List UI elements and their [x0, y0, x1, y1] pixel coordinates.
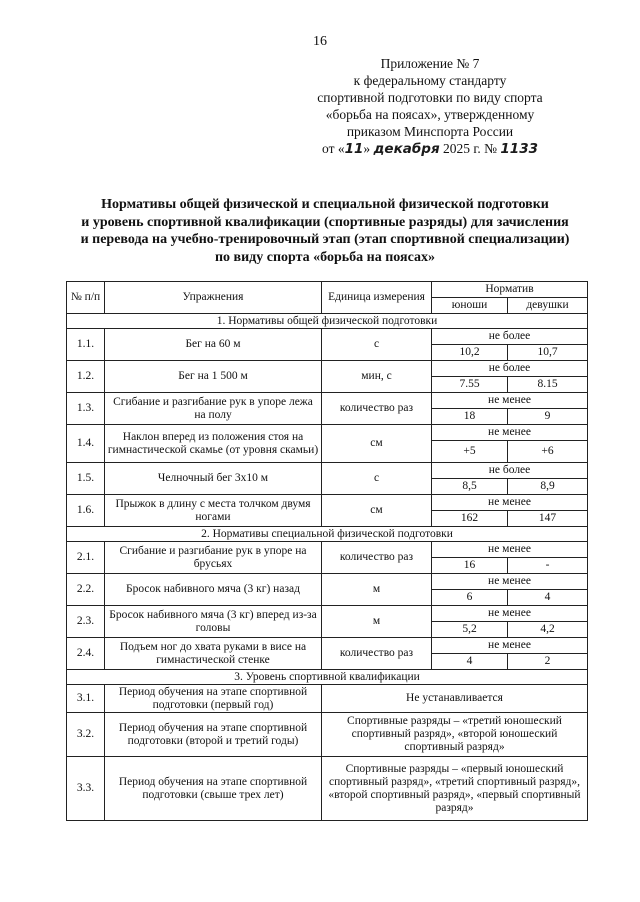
row-unit: см	[322, 425, 432, 463]
handwritten-month: декабря	[373, 141, 440, 157]
row-boys-value: 10,2	[432, 345, 508, 361]
header-norm: Норматив	[432, 282, 588, 298]
table-row	[67, 713, 588, 757]
row-exercise: Бег на 1 500 м	[105, 361, 322, 393]
table-row	[67, 393, 588, 409]
row-boys-value: 8,5	[432, 479, 508, 495]
row-exercise: Наклон вперед из положения стоя на гимнастической скамье (от уровня скамьи)	[105, 425, 322, 463]
table-row	[67, 638, 588, 654]
row-num: 2.1.	[67, 542, 105, 574]
row-unit: м	[322, 574, 432, 606]
row-num: 1.3.	[67, 393, 105, 425]
page-number: 16	[313, 34, 327, 49]
row-girls-value: -	[508, 558, 588, 574]
row-exercise: Подъем ног до хвата руками в висе на гимнастической стенке	[105, 638, 322, 670]
header-unit: Единица измерения	[322, 282, 432, 314]
row-condition: не менее	[432, 638, 588, 654]
row-girls-value: 8,9	[508, 479, 588, 495]
header-boys: юноши	[432, 298, 508, 314]
row-unit: количество раз	[322, 542, 432, 574]
row-condition: не более	[432, 361, 588, 377]
appendix-line: приказом Минспорта России	[346, 124, 514, 139]
row-girls-value: 9	[508, 409, 588, 425]
appendix-line: Приложение № 7	[380, 56, 480, 71]
row-condition: не менее	[432, 606, 588, 622]
row-unit: с	[322, 463, 432, 495]
row-boys-value: 16	[432, 558, 508, 574]
row-unit: с	[322, 329, 432, 361]
appendix-block	[280, 55, 580, 158]
row-exercise: Период обучения на этапе спортивной подготовки (второй и третий годы)	[105, 713, 322, 757]
row-girls-value: 4,2	[508, 622, 588, 638]
row-girls-value: 147	[508, 511, 588, 527]
row-exercise: Сгибание и разгибание рук в упоре лежа на полу	[105, 393, 322, 425]
row-condition: не менее	[432, 425, 588, 441]
row-unit: мин, с	[322, 361, 432, 393]
norms-table	[66, 281, 588, 821]
row-unit: количество раз	[322, 638, 432, 670]
row-num: 3.1.	[67, 685, 105, 713]
row-condition: не более	[432, 329, 588, 345]
row-boys-value: 5,2	[432, 622, 508, 638]
table-row	[67, 495, 588, 511]
header-girls: девушки	[508, 298, 588, 314]
row-unit: см	[322, 495, 432, 527]
row-num: 2.4.	[67, 638, 105, 670]
table-row	[67, 542, 588, 558]
handwritten-number: 1133	[500, 141, 538, 157]
row-unit: количество раз	[322, 393, 432, 425]
row-num: 3.3.	[67, 757, 105, 821]
row-num: 2.2.	[67, 574, 105, 606]
row-qualification: Спортивные разряды – «первый юношеский спортивный разряд», «третий спортивный разряд», «второй спортивный разряд», «первый спортивный разряд»	[322, 757, 588, 821]
row-unit: м	[322, 606, 432, 638]
row-num: 1.6.	[67, 495, 105, 527]
section-title: 2. Нормативы специальной физической подготовки	[67, 527, 588, 542]
appendix-line: «борьба на поясах», утвержденному	[325, 107, 535, 122]
row-condition: не менее	[432, 495, 588, 511]
row-num: 1.4.	[67, 425, 105, 463]
row-qualification: Не устанавливается	[322, 685, 588, 713]
row-qualification: Спортивные разряды – «третий юношеский спортивный разряд», «второй юношеский спортивный разряд»	[322, 713, 588, 757]
row-exercise: Период обучения на этапе спортивной подготовки (первый год)	[105, 685, 322, 713]
row-boys-value: 7.55	[432, 377, 508, 393]
table-row	[67, 329, 588, 345]
row-num: 1.1.	[67, 329, 105, 361]
table-row	[67, 425, 588, 441]
section-title: 1. Нормативы общей физической подготовки	[67, 314, 588, 329]
row-num: 1.5.	[67, 463, 105, 495]
row-girls-value: 4	[508, 590, 588, 606]
row-exercise: Бросок набивного мяча (3 кг) вперед из-за головы	[105, 606, 322, 638]
row-boys-value: 4	[432, 654, 508, 670]
row-boys-value: +5	[432, 441, 508, 463]
row-condition: не более	[432, 463, 588, 479]
row-exercise: Сгибание и разгибание рук в упоре на брусьях	[105, 542, 322, 574]
row-boys-value: 6	[432, 590, 508, 606]
row-exercise: Период обучения на этапе спортивной подготовки (свыше трех лет)	[105, 757, 322, 821]
table-row	[67, 361, 588, 377]
row-exercise: Челночный бег 3х10 м	[105, 463, 322, 495]
row-exercise: Прыжок в длину с места толчком двумя ногами	[105, 495, 322, 527]
table-row	[67, 685, 588, 713]
header-exercise: Упражнения	[105, 282, 322, 314]
row-girls-value: 2	[508, 654, 588, 670]
section-title: 3. Уровень спортивной квалификации	[67, 670, 588, 685]
table-row	[67, 574, 588, 590]
document-heading: Нормативы общей физической и специальной физической подготовки и уровень спортивной квалификации (спортивные разряды) для зачисления и перевода на учебно-тренировочный этап (этап спортивной специализации) по виду спорта «борьба на поясах»	[80, 197, 570, 265]
order-date-line: от «11» декабря 2025 г. № 1133	[322, 141, 538, 157]
row-num: 1.2.	[67, 361, 105, 393]
row-girls-value: +6	[508, 441, 588, 463]
row-num: 2.3.	[67, 606, 105, 638]
header-num: № п/п	[67, 282, 105, 314]
row-exercise: Бросок набивного мяча (3 кг) назад	[105, 574, 322, 606]
appendix-line: спортивной подготовки по виду спорта	[317, 90, 543, 105]
handwritten-day: 11	[344, 141, 364, 157]
row-girls-value: 10,7	[508, 345, 588, 361]
table-row	[67, 463, 588, 479]
row-condition: не менее	[432, 393, 588, 409]
row-boys-value: 18	[432, 409, 508, 425]
row-condition: не менее	[432, 542, 588, 558]
appendix-line: к федеральному стандарту	[353, 73, 507, 88]
row-condition: не менее	[432, 574, 588, 590]
table-row	[67, 757, 588, 821]
row-exercise: Бег на 60 м	[105, 329, 322, 361]
table-row	[67, 606, 588, 622]
row-girls-value: 8.15	[508, 377, 588, 393]
row-boys-value: 162	[432, 511, 508, 527]
row-num: 3.2.	[67, 713, 105, 757]
